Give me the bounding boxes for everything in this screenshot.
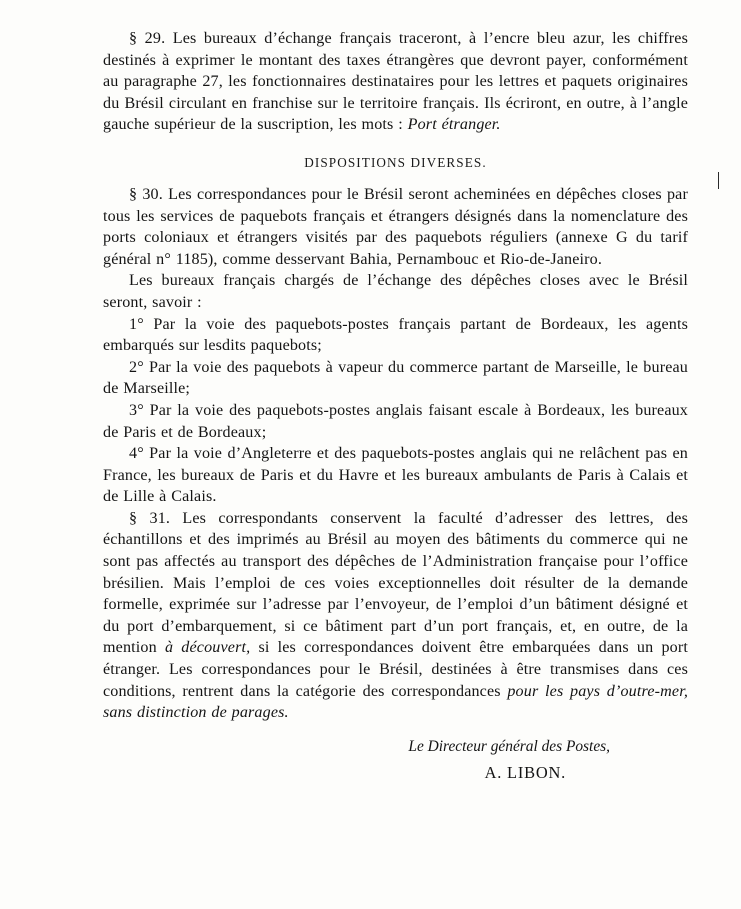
section-heading: DISPOSITIONS DIVERSES. [304,154,487,170]
paragraph-31-text-part1: § 31. Les correspondants conservent la faculté d’adresser des lettres, des échantillons et des imprimés au Brésil au moyen des bâtiments du commerce qui ne sont pas affectés au transport des dépêches de l’Administration française pour l’office brésilien. Mais l’emploi de ces voies exceptionnelles doit résulter de la demande formelle, exprimée sur l’adresse par l’envoyeur, de l’emploi d’un bâtiment désigné et du port d’embarquement, si ce bâtiment part d’un port français, et, en outre, de la mention [103,509,688,657]
list-item-4: 4° Par la voie d’Angleterre et des paquebots-postes anglais qui ne relâchent pas en France, les bureaux de Paris et du Havre et les bureaux ambulants de Paris à Calais et de Lille à Calais. [103,445,688,506]
paragraph-section-30: § 30. Les correspondances pour le Brésil seront acheminées en dépêches closes par tous les services de paquebots français et étrangers désignés dans la nomenclature des ports coloniaux et étrangers visités par des paquebots réguliers (annexe G du tarif général n° 1185), comme desservant Bahia, Pernambouc et Rio-de-Janeiro. [103,185,688,268]
list-item-1: 1° Par la voie des paquebots-postes français partant de Bordeaux, les agents embarqués sur lesdits paquebots; [103,315,688,355]
paragraph-31-text-part2: si les correspondances doivent être embarquées dans un port étranger. Les correspondances pour le Brésil, destinées à être transmises dans ces conditions, rentrent dans la catégorie des correspondances [103,639,688,700]
paragraph-29-text: § 29. Les bureaux d’échange français traceront, à l’encre bleu azur, les chiffres destinés à exprimer le montant des taxes étrangères que devront payer, conformément au paragraphe 27, les fonctionnaires destinataires pour les lettres et paquets originaires du Brésil circulant en franchise sur le territoire français. Ils écriront, en outre, à l’angle gauche supérieur de la suscription, les mots : [103,30,688,134]
list-item-2: 2° Par la voie des paquebots à vapeur du commerce partant de Marseille, le bureau de Marseille; [103,358,688,398]
paragraph-29-italic-tail: Port étranger. [407,116,501,134]
signature-title: Le Directeur général des Postes, [408,737,610,755]
paragraph-31-italic-outre-mer: pour les pays d’outre-mer, sans distinction de parages. [103,682,688,722]
margin-tick-mark [718,172,719,189]
signature-name: A. LIBON. [484,762,566,782]
document-content [103,28,688,783]
paragraph-31-italic-a-decouvert: à découvert, [164,639,251,657]
paragraph-section-29 [103,28,688,136]
list-item-3: 3° Par la voie des paquebots-postes anglais faisant escale à Bordeaux, les bureaux de Paris et de Bordeaux; [103,401,688,441]
paragraph-section-31 [103,508,688,724]
paragraph-section-30-intro: Les bureaux français chargés de l’échange des dépêches closes avec le Brésil seront, savoir : [103,272,688,311]
